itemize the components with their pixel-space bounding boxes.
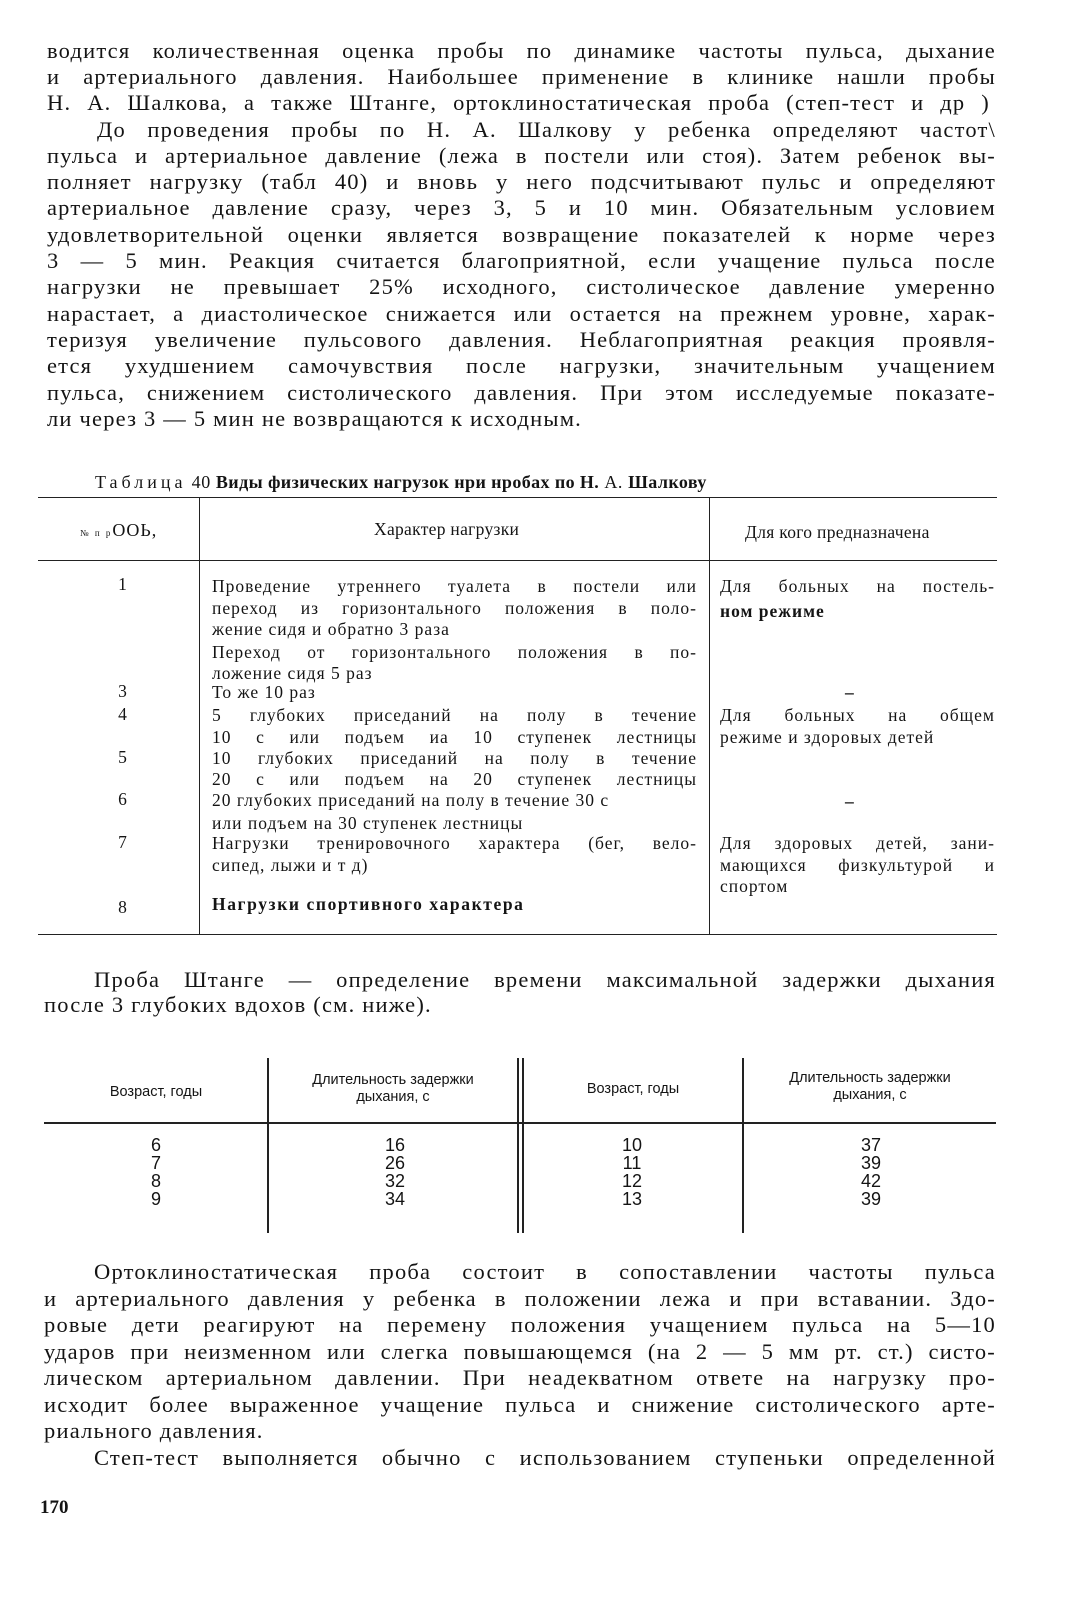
duration-value: 16 bbox=[384, 1135, 406, 1155]
recipient-line: Для больных на постель- bbox=[720, 576, 995, 596]
text-line: риального давления. bbox=[44, 1418, 264, 1443]
text-line: полняет нагрузку (табл 40) и вновь у него подсчитывают пульс и определяют bbox=[47, 169, 996, 194]
duration-value: 39 bbox=[860, 1189, 882, 1209]
table-rule-bottom bbox=[38, 934, 997, 935]
header-duration-line: дыхания, с bbox=[833, 1086, 907, 1103]
header-number-small: № п р bbox=[80, 528, 113, 538]
text-line: ударов при неизменном или слегка повышающемся (на 2 — 5 мм рт. ст.) систо- bbox=[44, 1339, 996, 1364]
table-col-divider bbox=[199, 497, 200, 935]
text-line: пульса и артериальное давление (лежа в постели или стоя). Затем ребенок вы- bbox=[47, 143, 996, 168]
recipient-line: мающихся физкультурой и bbox=[720, 855, 995, 875]
duration-value: 39 bbox=[860, 1153, 882, 1173]
recipient-dash: – bbox=[845, 791, 855, 811]
text-line: удовлетворительной оценки является возвращение показателей к норме через bbox=[47, 222, 996, 247]
text-line: ровые дети реагируют на перемену положения учащением пульса на 5—10 bbox=[44, 1312, 996, 1337]
caption-lead: Таблица bbox=[95, 472, 187, 492]
age-value: 10 bbox=[621, 1135, 643, 1155]
text-line: пульса, снижением систолического давления. При этом исследуемые показате- bbox=[47, 380, 996, 405]
header-age: Возраст, годы bbox=[586, 1081, 680, 1097]
row-number: 8 bbox=[118, 897, 128, 917]
text-line: теризуя увеличение пульсового давления. Неблагоприятная реакция проявля- bbox=[47, 327, 996, 352]
load-line: Проведение утреннего туалета в постели или bbox=[212, 576, 697, 596]
table-col-divider bbox=[742, 1058, 744, 1233]
header-age: Возраст, годы bbox=[109, 1084, 203, 1100]
load-line: 10 глубоких приседаний на полу в течение bbox=[212, 748, 697, 768]
table-rule-top bbox=[38, 497, 997, 498]
recipient-line: Для больных на общем bbox=[720, 705, 995, 725]
header-duration-line: дыхания, с bbox=[356, 1088, 430, 1105]
text-line: нарастает, а диастолическое снижается или остается на прежнем уровне, харак- bbox=[47, 301, 996, 326]
age-value: 7 bbox=[150, 1153, 161, 1173]
caption-title: Виды физических нагрузок нри нробах по Н. bbox=[215, 472, 600, 492]
load-line: Нагрузки спортивного характера bbox=[212, 894, 525, 914]
table-col-divider bbox=[522, 1058, 524, 1233]
recipient-dash: – bbox=[845, 682, 855, 702]
row-number: 7 bbox=[118, 832, 128, 852]
table-col-divider bbox=[709, 497, 710, 935]
age-value: 11 bbox=[622, 1153, 642, 1173]
age-value: 13 bbox=[621, 1189, 643, 1209]
header-number bbox=[80, 521, 157, 540]
text-line: после 3 глубоких вдохов (см. ниже). bbox=[44, 992, 432, 1017]
text-line: Степ-тест выполняется обычно с использованием ступеньки определенной bbox=[94, 1445, 996, 1470]
caption-title-name: Шалкову bbox=[628, 472, 707, 492]
text-line: ли через 3 — 5 мин не возвращаются к исходным. bbox=[47, 406, 583, 431]
header-recipient: Для кого предназначена bbox=[745, 522, 930, 542]
text-line: 3 — 5 мин. Реакция считается благоприятной, если учащение пульса после bbox=[47, 248, 996, 273]
header-duration-line: Длительность задержки bbox=[789, 1070, 951, 1086]
text-line: нагрузки не превышает 25% исходного, систолическое давление умеренно bbox=[47, 274, 996, 299]
row-number: 6 bbox=[118, 789, 128, 809]
row-number: 3 bbox=[118, 681, 128, 701]
load-line: сипед, лыжи и т д) bbox=[212, 855, 369, 875]
page-number: 170 bbox=[40, 1497, 69, 1518]
age-value: 6 bbox=[150, 1135, 161, 1155]
load-line: 5 глубоких приседаний на полу в течение bbox=[212, 705, 697, 725]
text-line: водится количественная оценка пробы по динамике частоты пульса, дыхание bbox=[47, 38, 996, 63]
text-line: Н. А. Шалкова, а также Штанге, ортоклиностатическая проба (степ-тест и др ) bbox=[47, 90, 990, 115]
text-line: Ортоклиностатическая проба состоит в сопоставлении частоты пульса bbox=[94, 1259, 996, 1284]
duration-value: 26 bbox=[384, 1153, 406, 1173]
load-line: Переход от горизонтального положения в по- bbox=[212, 642, 697, 662]
duration-value: 34 bbox=[384, 1189, 406, 1209]
recipient-line: режиме и здоровых детей bbox=[720, 727, 935, 747]
table-rule-header bbox=[44, 1122, 996, 1124]
header-number-big: ООЬ, bbox=[112, 520, 158, 540]
caption-number: 40 bbox=[191, 472, 211, 492]
text-line: артериальное давление сразу, через 3, 5 и 10 мин. Обязательным условием bbox=[47, 195, 996, 220]
load-line: Нагрузки тренировочного характера (бег, вело- bbox=[212, 833, 697, 853]
row-number: 4 bbox=[118, 704, 128, 724]
duration-value: 37 bbox=[860, 1135, 882, 1155]
header-duration bbox=[278, 1072, 508, 1105]
recipient-line: спортом bbox=[720, 876, 789, 896]
header-duration bbox=[755, 1070, 985, 1103]
table-caption bbox=[95, 472, 707, 493]
row-number: 5 bbox=[118, 747, 128, 767]
text-line: и артериального давления у ребенка в положении лежа и при вставании. Здо- bbox=[44, 1286, 996, 1311]
text-line: и артериального давления. Наибольшее применение в клинике нашли пробы bbox=[47, 64, 996, 89]
load-line: То же 10 раз bbox=[212, 682, 316, 702]
age-value: 8 bbox=[150, 1171, 161, 1191]
text-line: ется ухудшением самочувствия после нагрузки, значительным учащением bbox=[47, 353, 996, 378]
load-line: переход из горизонтального положения в поло- bbox=[212, 598, 697, 618]
load-line: жение сидя и обратно 3 раза bbox=[212, 619, 450, 639]
text-line: Проба Штанге — определение времени максимальной задержки дыхания bbox=[94, 967, 996, 992]
load-line: 20 глубоких приседаний на полу в течение 30 с bbox=[212, 790, 610, 810]
row-number: 1 bbox=[118, 574, 128, 594]
table-rule-header bbox=[38, 560, 997, 561]
load-line: 20 с или подъем на 20 ступенек лестницы bbox=[212, 769, 697, 789]
age-value: 9 bbox=[150, 1189, 161, 1209]
load-line: 10 с или подъем иа 10 ступенек лестницы bbox=[212, 727, 697, 747]
load-line: или подъем на 30 ступенек лестницы bbox=[212, 813, 524, 833]
header-load: Характер нагрузки bbox=[374, 519, 520, 539]
text-line: лическом артериальном давлении. При неадекватном ответе на нагрузку про- bbox=[44, 1365, 996, 1390]
table-col-divider bbox=[517, 1058, 519, 1233]
duration-value: 32 bbox=[384, 1171, 406, 1191]
age-value: 12 bbox=[621, 1171, 643, 1191]
text-line: До проведения пробы по Н. А. Шалкову у ребенка определяют частот\ bbox=[97, 117, 996, 142]
recipient-line: ном режиме bbox=[720, 601, 825, 621]
recipient-line: Для здоровых детей, зани- bbox=[720, 833, 995, 853]
duration-value: 42 bbox=[860, 1171, 882, 1191]
header-duration-line: Длительность задержки bbox=[312, 1072, 474, 1088]
table-col-divider bbox=[267, 1058, 269, 1233]
text-line: исходит более выраженное учащение пульса и снижение систолического арте- bbox=[44, 1392, 996, 1417]
caption-title-initial: А. bbox=[604, 472, 624, 492]
load-line: ложение сидя 5 раз bbox=[212, 663, 373, 683]
